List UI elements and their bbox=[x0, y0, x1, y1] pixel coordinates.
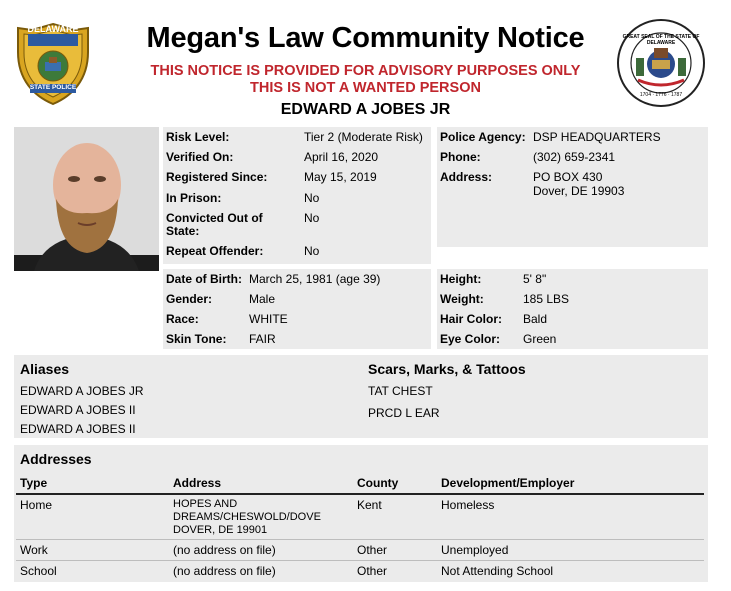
row-school-employer: Not Attending School bbox=[441, 564, 554, 578]
in-prison-label: In Prison: bbox=[166, 191, 222, 205]
risk-level-value: Tier 2 (Moderate Risk) bbox=[304, 130, 423, 144]
seal-ring-text: GREAT SEAL OF THE STATE OF DELAWARE bbox=[622, 34, 700, 46]
row-work-type: Work bbox=[20, 543, 48, 557]
row-home-address-line2: DREAMS/CHESWOLD/DOVE bbox=[173, 511, 321, 523]
row-work-county: Other bbox=[357, 543, 388, 557]
row-school-county: Other bbox=[357, 564, 388, 578]
convicted-out-label-line2: State: bbox=[166, 224, 200, 238]
police-agency-value: DSP HEADQUARTERS bbox=[533, 130, 661, 144]
row-home-type: Home bbox=[20, 498, 53, 512]
eye-color-value: Green bbox=[523, 332, 557, 346]
police-agency-label: Police Agency: bbox=[440, 130, 526, 144]
height-value: 5' 8" bbox=[523, 272, 547, 286]
col-address: Address bbox=[173, 476, 222, 490]
header-rule bbox=[16, 493, 704, 495]
repeat-offender-label: Repeat Offender: bbox=[166, 244, 264, 258]
convicted-out-value: No bbox=[304, 211, 320, 225]
col-county: County bbox=[357, 476, 399, 490]
row-home-county: Kent bbox=[357, 498, 382, 512]
gender-value: Male bbox=[249, 292, 276, 306]
hair-color-value: Bald bbox=[523, 312, 548, 326]
row-school-address: (no address on file) bbox=[173, 564, 276, 578]
row-divider bbox=[16, 560, 704, 561]
not-wanted-notice: THIS IS NOT A WANTED PERSON bbox=[250, 80, 481, 96]
alias-item: EDWARD A JOBES II bbox=[20, 422, 136, 436]
verified-on-value: April 16, 2020 bbox=[304, 150, 379, 164]
alias-item: EDWARD A JOBES II bbox=[20, 403, 136, 417]
registered-since-label: Registered Since: bbox=[166, 170, 268, 184]
weight-value: 185 LBS bbox=[523, 292, 570, 306]
skin-tone-label: Skin Tone: bbox=[166, 332, 227, 346]
height-label: Height: bbox=[440, 272, 482, 286]
smt-item: TAT CHEST bbox=[368, 384, 433, 398]
col-employer: Development/Employer bbox=[441, 476, 575, 490]
badge-top-text: DELAWARE bbox=[27, 24, 79, 34]
row-home-address-line1: HOPES AND bbox=[173, 498, 238, 510]
weight-label: Weight: bbox=[440, 292, 484, 306]
seal-years: 1704 · 1776 · 1787 bbox=[639, 92, 683, 98]
page-title: Megan's Law Community Notice bbox=[146, 22, 585, 54]
row-work-employer: Unemployed bbox=[441, 543, 509, 557]
race-label: Race: bbox=[166, 312, 199, 326]
agency-address-line2: Dover, DE 19903 bbox=[533, 184, 625, 198]
dob-value: March 25, 1981 (age 39) bbox=[249, 272, 381, 286]
repeat-offender-value: No bbox=[304, 244, 320, 258]
skin-tone-value: FAIR bbox=[249, 332, 276, 346]
phone-label: Phone: bbox=[440, 150, 481, 164]
row-work-address: (no address on file) bbox=[173, 543, 276, 557]
race-value: WHITE bbox=[249, 312, 288, 326]
gender-label: Gender: bbox=[166, 292, 213, 306]
addresses-panel bbox=[14, 445, 708, 582]
dob-label: Date of Birth: bbox=[166, 272, 242, 286]
row-divider bbox=[16, 539, 704, 540]
aliases-heading: Aliases bbox=[20, 361, 70, 377]
smt-item: PRCD L EAR bbox=[368, 406, 440, 420]
alias-item: EDWARD A JOBES JR bbox=[20, 384, 144, 398]
phone-value: (302) 659-2341 bbox=[533, 150, 616, 164]
offender-name: EDWARD A JOBES JR bbox=[280, 101, 451, 118]
col-type: Type bbox=[20, 476, 48, 490]
risk-level-label: Risk Level: bbox=[166, 130, 230, 144]
row-home-employer: Homeless bbox=[441, 498, 495, 512]
row-school-type: School bbox=[20, 564, 57, 578]
eye-color-label: Eye Color: bbox=[440, 332, 501, 346]
agency-address-label: Address: bbox=[440, 170, 493, 184]
badge-bottom-text: STATE POLICE bbox=[29, 84, 77, 91]
registered-since-value: May 15, 2019 bbox=[304, 170, 377, 184]
row-home-address-line3: DOVER, DE 19901 bbox=[173, 524, 268, 536]
agency-address-line1: PO BOX 430 bbox=[533, 170, 603, 184]
verified-on-label: Verified On: bbox=[166, 150, 234, 164]
offender-photo bbox=[14, 127, 159, 271]
advisory-notice: THIS NOTICE IS PROVIDED FOR ADVISORY PURPOSES ONLY bbox=[150, 63, 581, 79]
hair-color-label: Hair Color: bbox=[440, 312, 503, 326]
in-prison-value: No bbox=[304, 191, 320, 205]
smt-heading: Scars, Marks, & Tattoos bbox=[368, 361, 526, 377]
addresses-heading: Addresses bbox=[20, 451, 92, 467]
convicted-out-label-line1: Convicted Out of bbox=[166, 211, 263, 225]
